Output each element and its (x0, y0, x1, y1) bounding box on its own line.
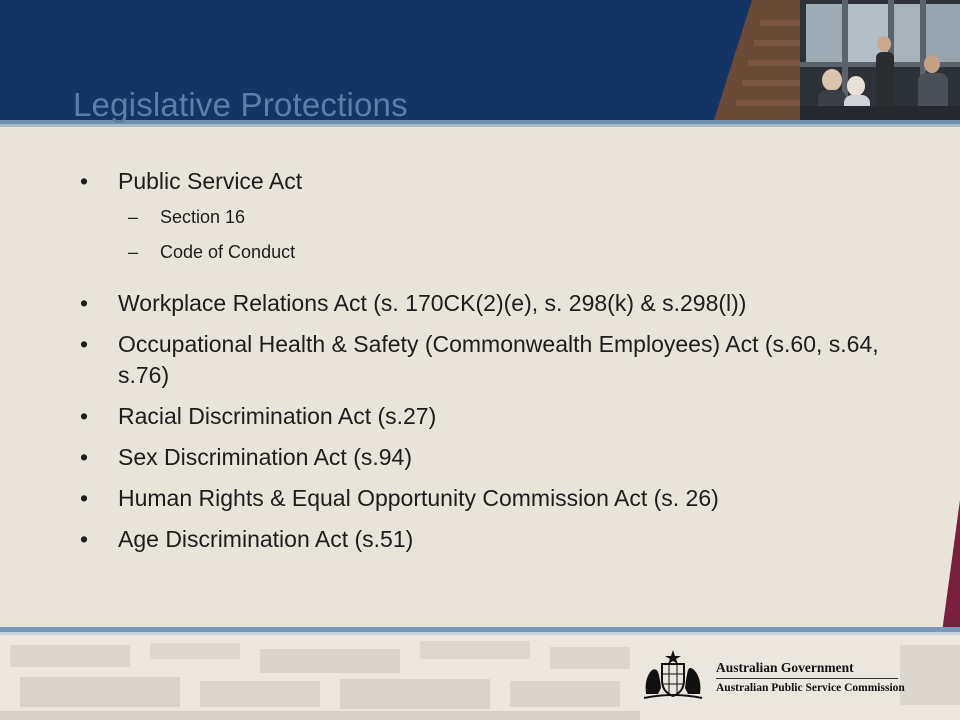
bullet-glyph: • (80, 526, 89, 552)
bullet-glyph: • (80, 290, 89, 316)
bullet-text: Age Discrimination Act (s.51) (118, 526, 414, 552)
bullet-text: Human Rights & Equal Opportunity Commission Act (s. 26) (118, 485, 719, 511)
bullet-item (80, 524, 920, 555)
bullet-glyph: • (80, 168, 89, 194)
sub-bullet-item (80, 206, 920, 228)
dash-glyph: – (128, 207, 139, 227)
slide-title: Legislative Protections (73, 86, 408, 123)
bullet-item (80, 166, 920, 197)
bullet-text: Sex Discrimination Act (s.94) (118, 444, 412, 470)
sub-bullet-text: Section 16 (160, 207, 246, 227)
bullet-item (80, 329, 920, 391)
bullet-text: Workplace Relations Act (s. 170CK(2)(e), s. 298(k) & s.298(l)) (118, 290, 747, 316)
bullet-glyph: • (80, 403, 89, 429)
bullet-list (80, 166, 920, 555)
dash-glyph: – (128, 242, 139, 262)
bullet-text: Racial Discrimination Act (s.27) (118, 403, 437, 429)
coat-of-arms-icon (640, 648, 706, 702)
agency-name: Australian Public Service Commission (716, 682, 905, 694)
bullet-item (80, 288, 920, 319)
sub-bullet-text: Code of Conduct (160, 242, 296, 262)
logo-rule (716, 678, 898, 679)
bullet-text: Public Service Act (118, 168, 303, 194)
government-logo (640, 644, 910, 706)
bullet-item (80, 442, 920, 473)
bullet-item (80, 401, 920, 432)
sub-bullet-item (80, 241, 920, 263)
government-name: Australian Government (716, 660, 854, 675)
bullet-text: Occupational Health & Safety (Commonwealth Employees) Act (s.60, s.64, s.76) (118, 331, 879, 388)
bullet-glyph: • (80, 331, 89, 357)
bullet-glyph: • (80, 485, 89, 511)
bullet-glyph: • (80, 444, 89, 470)
bullet-item (80, 483, 920, 514)
